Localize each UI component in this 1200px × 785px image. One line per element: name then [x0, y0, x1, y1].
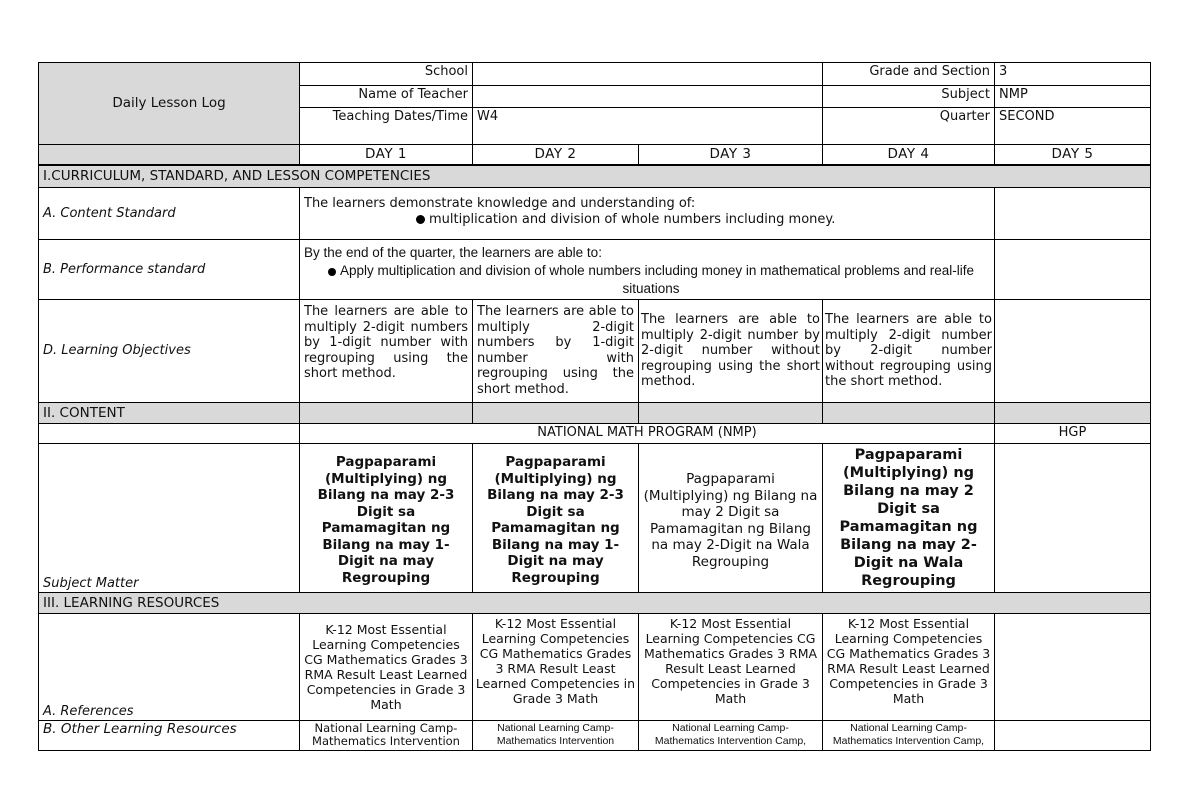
section-2-day1-blank: [300, 403, 473, 424]
teaching-dates-label: Teaching Dates/Time: [300, 108, 473, 145]
log-title: Daily Lesson Log: [39, 63, 300, 145]
objective-day-5: [995, 300, 1151, 403]
bullet-icon: [328, 268, 336, 276]
subject-label: Subject: [823, 86, 995, 108]
lesson-log-table: [38, 62, 1151, 751]
content-standard-intro: The learners demonstrate knowledge and understanding of:: [304, 196, 696, 211]
teacher-value[interactable]: [473, 86, 823, 108]
reference-day-3: K-12 Most Essential Learning Competencies CG Mathematics Grades 3 RMA Result Least Learned Competencies in Grade 3 Math: [639, 614, 823, 721]
performance-standard-day5: [995, 240, 1151, 300]
day-3-header: DAY 3: [639, 145, 823, 165]
references-label: A. References: [39, 614, 300, 721]
section-1-row: [39, 165, 1151, 188]
content-standard-day5: [995, 188, 1151, 240]
content-standard-cell: [300, 188, 995, 240]
content-standard-bullet: multiplication and division of whole numbers including money.: [429, 211, 836, 227]
learning-objectives-row: [39, 300, 1151, 403]
subject-value[interactable]: NMP: [995, 86, 1151, 108]
section-2-day3-blank: [639, 403, 823, 424]
objective-day-4: The learners are able to multiply 2-digit number by 2-digit number without regrouping using the short method.: [823, 300, 995, 403]
quarter-value[interactable]: SECOND: [995, 108, 1151, 145]
reference-day-1: K-12 Most Essential Learning Competencies CG Mathematics Grades 3 RMA Result Least Learned Competencies in Grade 3 Math: [300, 614, 473, 721]
grade-section-label: Grade and Section: [823, 63, 995, 86]
references-row: [39, 614, 1151, 721]
section-2-day2-blank: [473, 403, 639, 424]
program-name: NATIONAL MATH PROGRAM (NMP): [300, 424, 995, 444]
reference-day-5: [995, 614, 1151, 721]
subject-matter-day-2: Pagpaparami (Multiplying) ng Bilang na may 2-3 Digit sa Pamamagitan ng Bilang na may 1-Digit na may Regrouping: [473, 444, 639, 593]
reference-day-2: K-12 Most Essential Learning Competencies CG Mathematics Grades 3 RMA Result Least Learned Competencies in Grade 3 Math: [473, 614, 639, 721]
subject-matter-day-4: Pagpaparami (Multiplying) ng Bilang na may 2 Digit sa Pamamagitan ng Bilang na may 2-Digit na Wala Regrouping: [823, 444, 995, 593]
subject-matter-row: [39, 444, 1151, 593]
school-label: School: [300, 63, 473, 86]
content-standard-item: [304, 212, 990, 228]
other-resource-day-5: [995, 721, 1151, 751]
performance-standard-label: B. Performance standard: [39, 240, 300, 300]
grade-section-value[interactable]: 3: [995, 63, 1151, 86]
daily-lesson-log-page: [38, 62, 1150, 751]
subject-matter-day-1: Pagpaparami (Multiplying) ng Bilang na may 2-3 Digit sa Pamamagitan ng Bilang na may 1-Digit na may Regrouping: [300, 444, 473, 593]
section-2-day5-blank: [995, 403, 1151, 424]
section-3-row: [39, 593, 1151, 614]
objective-day-3: The learners are able to multiply 2-digit number by 2-digit number without regrouping using the short method.: [639, 300, 823, 403]
objective-day-1: The learners are able to multiply 2-digit numbers by 1-digit number with regrouping using the short method.: [300, 300, 473, 403]
performance-standard-row: [39, 240, 1151, 300]
quarter-label: Quarter: [823, 108, 995, 145]
other-resources-label: B. Other Learning Resources: [39, 721, 300, 751]
teacher-label: Name of Teacher: [300, 86, 473, 108]
content-standard-label: A. Content Standard: [39, 188, 300, 240]
program-row: [39, 424, 1151, 444]
learning-objectives-label: D. Learning Objectives: [39, 300, 300, 403]
section-2-row: [39, 403, 1151, 424]
subject-matter-label: Subject Matter: [39, 444, 300, 593]
other-resources-row: [39, 721, 1151, 751]
performance-standard-bullet: Apply multiplication and division of whole numbers including money in mathematical problems and real-life situations: [339, 263, 975, 296]
other-resource-day-3: National Learning Camp-Mathematics Intervention Camp,: [639, 721, 823, 751]
content-standard-row: [39, 188, 1151, 240]
teaching-dates-value[interactable]: W4: [473, 108, 823, 145]
performance-standard-item: [304, 262, 990, 298]
day-5-header: DAY 5: [995, 145, 1151, 165]
section-1-title: I.CURRICULUM, STANDARD, AND LESSON COMPETENCIES: [39, 165, 1151, 188]
performance-standard-cell: [300, 240, 995, 300]
section-2-day4-blank: [823, 403, 995, 424]
section-3-title: III. LEARNING RESOURCES: [39, 593, 1151, 614]
subject-matter-day-5: [995, 444, 1151, 593]
objective-day-2: The learners are able to multiply 2-digit numbers by 1-digit number with regrouping using the short method.: [473, 300, 639, 403]
other-resource-day-2: National Learning Camp-Mathematics Intervention: [473, 721, 639, 751]
other-resource-day-1: National Learning Camp-Mathematics Intervention: [300, 721, 473, 751]
section-2-title: II. CONTENT: [39, 403, 300, 424]
reference-day-4: K-12 Most Essential Learning Competencies CG Mathematics Grades 3 RMA Result Least Learned Competencies in Grade 3 Math: [823, 614, 995, 721]
subject-matter-day-3: Pagpaparami (Multiplying) ng Bilang na may 2 Digit sa Pamamagitan ng Bilang na may 2-Digit na Wala Regrouping: [639, 444, 823, 593]
header-row-school: [39, 63, 1151, 86]
day-1-header: DAY 1: [300, 145, 473, 165]
program-day5: HGP: [995, 424, 1151, 444]
school-value[interactable]: [473, 63, 823, 86]
day-2-header: DAY 2: [473, 145, 639, 165]
performance-standard-intro: By the end of the quarter, the learners are able to:: [304, 245, 602, 260]
day-header-row: [39, 145, 1151, 165]
other-resource-day-4: National Learning Camp-Mathematics Intervention Camp,: [823, 721, 995, 751]
day-4-header: DAY 4: [823, 145, 995, 165]
bullet-icon: [416, 215, 425, 224]
program-label-blank: [39, 424, 300, 444]
day-header-blank: [39, 145, 300, 165]
